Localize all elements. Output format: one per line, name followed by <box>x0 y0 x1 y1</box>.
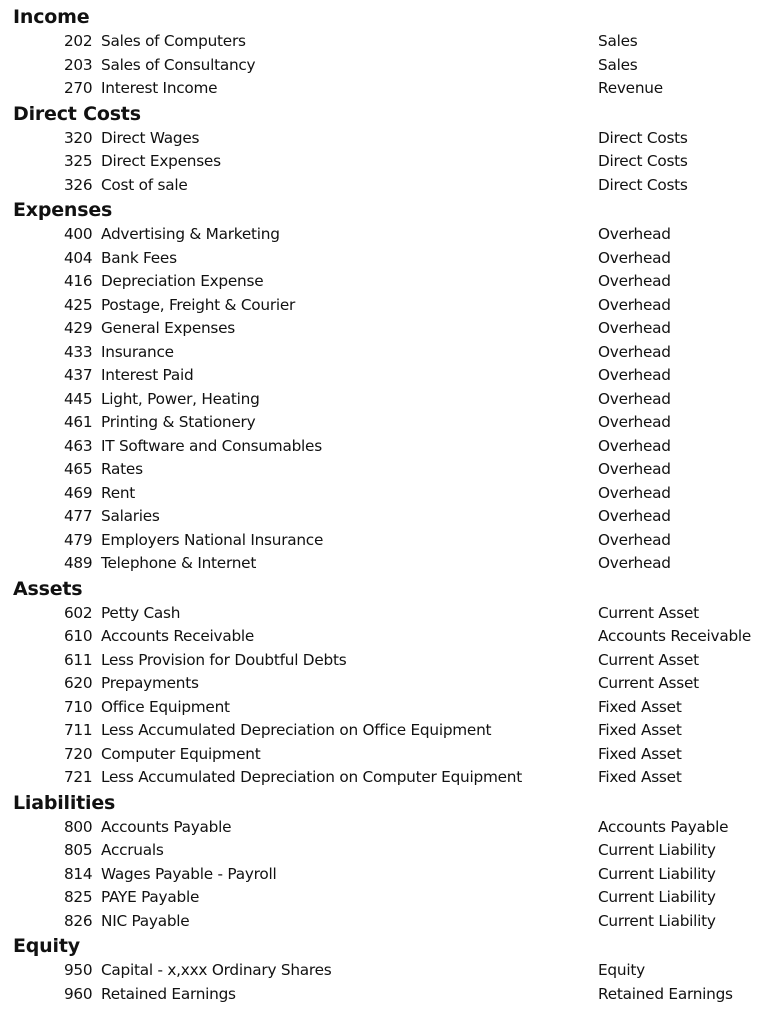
account-row <box>0 294 768 318</box>
account-name: Interest Paid <box>101 366 194 384</box>
account-type: Overhead <box>598 366 671 384</box>
account-type: Fixed Asset <box>598 697 682 716</box>
account-code: 461 <box>64 413 93 431</box>
account-row <box>0 602 768 626</box>
account-name: Accruals <box>101 841 164 859</box>
account-name: Cost of sale <box>101 175 188 194</box>
account-type: Overhead <box>598 342 671 361</box>
account-name: Employers National Insurance <box>101 530 324 549</box>
account-code: 465 <box>64 460 93 478</box>
account-row <box>0 458 768 482</box>
account-name: Sales of Consultancy <box>101 55 256 74</box>
account-code: 270 <box>64 79 93 97</box>
account-row <box>0 77 768 101</box>
account-code: 826 <box>64 911 93 930</box>
account-section-equity <box>0 933 768 1006</box>
account-code: 489 <box>64 554 93 572</box>
account-code: 960 <box>64 984 93 1003</box>
account-name: PAYE Payable <box>101 888 200 906</box>
account-section-assets <box>0 576 768 790</box>
account-code: 611 <box>64 650 93 669</box>
account-code: 469 <box>64 483 93 502</box>
account-row <box>0 364 768 388</box>
account-type: Revenue <box>598 79 663 97</box>
account-name: Less Accumulated Depreciation on Office Equipment <box>101 721 492 739</box>
account-row <box>0 127 768 151</box>
account-section-liabilities <box>0 790 768 934</box>
account-code: 479 <box>64 530 93 549</box>
account-name: Direct Expenses <box>101 152 221 170</box>
account-name: IT Software and Consumables <box>101 436 322 455</box>
section-title: Liabilities <box>13 791 116 814</box>
account-type: Current Asset <box>598 603 699 622</box>
section-title: Direct Costs <box>13 102 141 125</box>
account-type: Current Liability <box>598 864 716 883</box>
account-type: Direct Costs <box>598 152 688 170</box>
account-code: 620 <box>64 674 93 692</box>
account-row <box>0 863 768 887</box>
account-type: Overhead <box>598 507 671 525</box>
account-code: 711 <box>64 721 93 739</box>
account-row <box>0 435 768 459</box>
account-name: NIC Payable <box>101 911 190 930</box>
account-code: 721 <box>64 768 93 786</box>
account-row <box>0 150 768 174</box>
account-row <box>0 30 768 54</box>
account-type: Accounts Receivable <box>598 627 752 645</box>
account-name: Rates <box>101 460 143 478</box>
account-row <box>0 672 768 696</box>
account-code: 202 <box>64 32 93 50</box>
account-type: Overhead <box>598 460 671 478</box>
account-row <box>0 270 768 294</box>
account-code: 437 <box>64 366 93 384</box>
account-type: Fixed Asset <box>598 768 682 786</box>
account-code: 326 <box>64 175 93 194</box>
account-type: Equity <box>598 961 645 979</box>
account-type: Current Liability <box>598 911 716 930</box>
account-row <box>0 174 768 198</box>
account-type: Current Asset <box>598 674 699 692</box>
account-row <box>0 649 768 673</box>
account-type: Overhead <box>598 295 671 314</box>
section-title: Expenses <box>13 199 113 221</box>
account-name: Sales of Computers <box>101 32 246 50</box>
account-type: Sales <box>598 32 638 50</box>
account-code: 416 <box>64 272 93 290</box>
account-code: 602 <box>64 603 93 622</box>
account-type: Current Liability <box>598 841 716 859</box>
account-code: 425 <box>64 295 93 314</box>
chart-of-accounts <box>0 4 768 1006</box>
account-type: Sales <box>598 55 638 74</box>
account-name: General Expenses <box>101 319 236 337</box>
account-row <box>0 505 768 529</box>
account-name: Prepayments <box>101 674 199 692</box>
account-section-income <box>0 4 768 101</box>
account-row <box>0 816 768 840</box>
account-name: Retained Earnings <box>101 984 236 1003</box>
account-code: 445 <box>64 389 93 408</box>
section-title: Income <box>13 6 90 28</box>
account-type: Fixed Asset <box>598 721 682 739</box>
account-type: Overhead <box>598 248 671 267</box>
account-name: Accounts Payable <box>101 817 232 836</box>
account-row <box>0 959 768 983</box>
account-type: Current Liability <box>598 888 716 906</box>
account-code: 320 <box>64 128 93 147</box>
account-type: Overhead <box>598 554 671 572</box>
account-name: Accounts Receivable <box>101 627 255 645</box>
account-code: 800 <box>64 817 93 836</box>
account-row <box>0 54 768 78</box>
account-type: Overhead <box>598 319 671 337</box>
account-type: Overhead <box>598 389 671 408</box>
account-row <box>0 719 768 743</box>
section-title: Equity <box>13 935 80 957</box>
account-name: Postage, Freight & Courier <box>101 295 296 314</box>
account-type: Overhead <box>598 225 671 243</box>
account-row <box>0 766 768 790</box>
account-code: 404 <box>64 248 93 267</box>
account-type: Direct Costs <box>598 175 688 194</box>
account-row <box>0 317 768 341</box>
account-code: 720 <box>64 744 93 763</box>
account-row <box>0 743 768 767</box>
account-code: 400 <box>64 225 93 243</box>
account-name: Depreciation Expense <box>101 272 264 290</box>
account-code: 463 <box>64 436 93 455</box>
account-name: Light, Power, Heating <box>101 389 260 408</box>
account-row <box>0 625 768 649</box>
account-name: Salaries <box>101 507 160 525</box>
account-type: Overhead <box>598 436 671 455</box>
account-row <box>0 696 768 720</box>
account-row <box>0 552 768 576</box>
account-row <box>0 983 768 1007</box>
account-section-expenses <box>0 197 768 576</box>
account-code: 825 <box>64 888 93 906</box>
account-name: Less Accumulated Depreciation on Computer Equipment <box>101 768 522 786</box>
account-code: 477 <box>64 507 93 525</box>
account-name: Office Equipment <box>101 697 230 716</box>
account-name: Wages Payable - Payroll <box>101 864 277 883</box>
section-title: Assets <box>13 577 83 600</box>
account-code: 610 <box>64 627 93 645</box>
account-code: 325 <box>64 152 93 170</box>
account-name: Telephone & Internet <box>101 554 257 572</box>
account-name: Direct Wages <box>101 128 200 147</box>
account-row <box>0 910 768 934</box>
account-row <box>0 411 768 435</box>
account-name: Less Provision for Doubtful Debts <box>101 650 347 669</box>
account-row <box>0 341 768 365</box>
account-code: 429 <box>64 319 93 337</box>
account-type: Fixed Asset <box>598 744 682 763</box>
account-type: Accounts Payable <box>598 817 729 836</box>
account-type: Direct Costs <box>598 128 688 147</box>
account-row <box>0 223 768 247</box>
account-type: Overhead <box>598 530 671 549</box>
account-name: Computer Equipment <box>101 744 261 763</box>
account-row <box>0 886 768 910</box>
account-name: Interest Income <box>101 79 218 97</box>
account-name: Capital - x,xxx Ordinary Shares <box>101 961 332 979</box>
account-code: 805 <box>64 841 93 859</box>
account-row <box>0 388 768 412</box>
account-name: Advertising & Marketing <box>101 225 280 243</box>
account-name: Printing & Stationery <box>101 413 256 431</box>
account-type: Overhead <box>598 413 671 431</box>
account-type: Overhead <box>598 272 671 290</box>
account-type: Overhead <box>598 483 671 502</box>
account-code: 710 <box>64 697 93 716</box>
account-name: Rent <box>101 483 136 502</box>
account-row <box>0 839 768 863</box>
account-code: 950 <box>64 961 93 979</box>
account-code: 814 <box>64 864 93 883</box>
account-section-direct-costs <box>0 101 768 198</box>
account-name: Bank Fees <box>101 248 177 267</box>
account-code: 433 <box>64 342 93 361</box>
account-code: 203 <box>64 55 93 74</box>
account-row <box>0 247 768 271</box>
account-row <box>0 482 768 506</box>
account-name: Petty Cash <box>101 603 181 622</box>
account-name: Insurance <box>101 342 174 361</box>
account-type: Current Asset <box>598 650 699 669</box>
account-type: Retained Earnings <box>598 984 733 1003</box>
account-row <box>0 529 768 553</box>
